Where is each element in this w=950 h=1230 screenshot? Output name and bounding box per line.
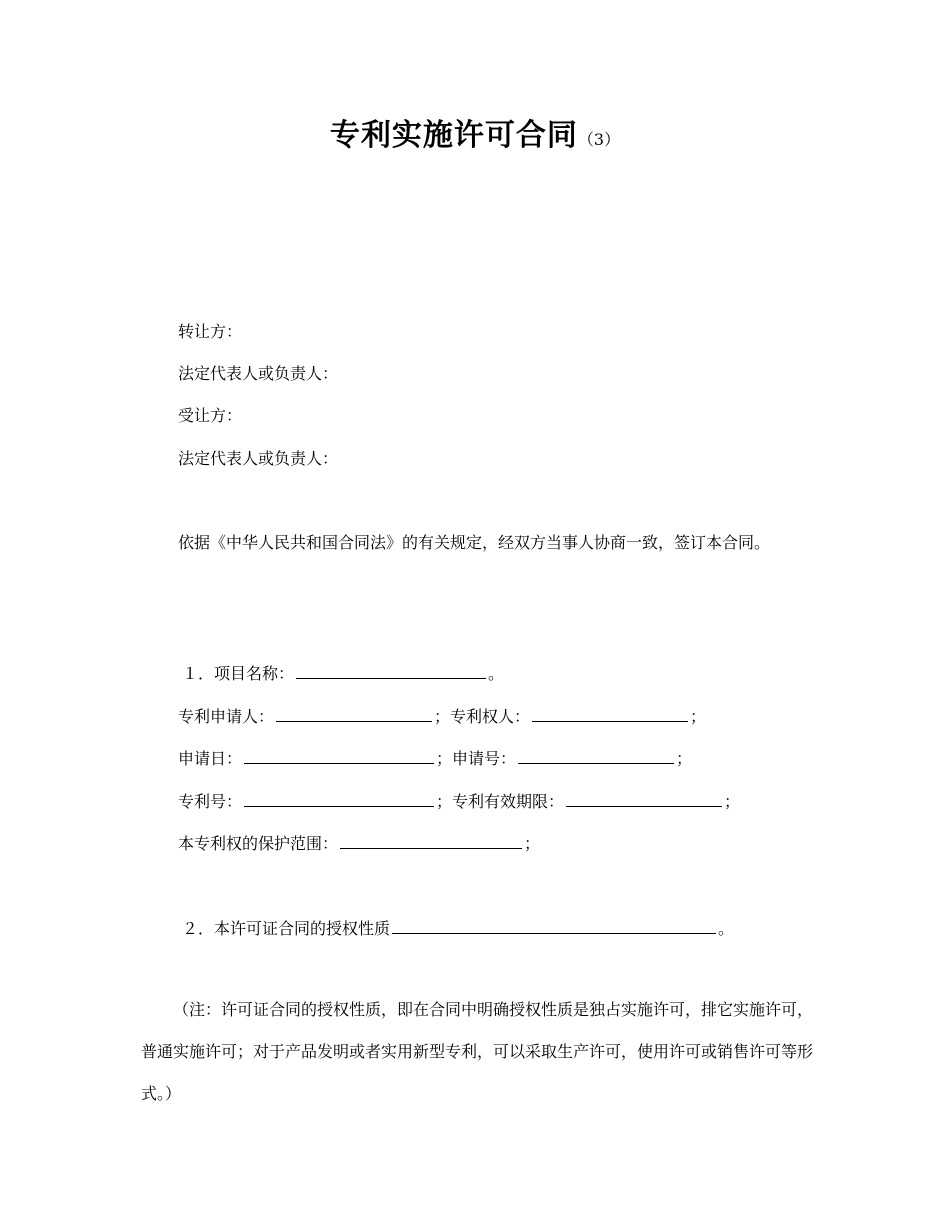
page-title [0, 112, 950, 164]
validity-label: ；专利有效期限： [436, 792, 565, 811]
applicant-label: 专利申请人： [178, 707, 275, 726]
note-paragraph: （注：许可证合同的授权性质，即在合同中明确授权性质是独占实施许可，排它实施许可，普通实施许可；对于产品发明或者实用新型专利，可以采取生产许可，使用许可或销售许可等形式。） [141, 1000, 814, 1103]
scope-line [178, 830, 540, 856]
applicant-line [178, 703, 706, 729]
patent-no-line [178, 788, 740, 814]
preamble-paragraph: 依据《中华人民共和国合同法》的有关规定，经双方当事人协商一致，签订本合同。 [178, 533, 771, 552]
project-name-line [182, 660, 504, 686]
filing-date-blank[interactable] [244, 745, 434, 764]
project-name-label: １．项目名称： [182, 664, 295, 683]
patent-no-line-end: ； [724, 792, 741, 811]
licensor-line: 转让方： [178, 322, 243, 341]
project-name-end: 。 [488, 664, 505, 683]
application-no-blank[interactable] [518, 745, 674, 764]
project-name-blank[interactable] [296, 660, 486, 679]
title-main: 专利实施许可合同 [329, 118, 578, 153]
validity-blank[interactable] [566, 788, 722, 807]
filing-line-end: ； [676, 749, 693, 768]
licensee-rep-line: 法定代表人或负责人： [178, 449, 339, 468]
scope-line-end: ； [524, 834, 541, 853]
applicant-line-end: ； [690, 707, 707, 726]
patentee-label: ；专利权人： [434, 707, 531, 726]
applicant-blank[interactable] [276, 703, 432, 722]
patent-no-blank[interactable] [244, 788, 434, 807]
licensor-rep-line: 法定代表人或负责人： [178, 364, 339, 383]
filing-date-label: 申请日： [178, 749, 243, 768]
patent-no-label: 专利号： [178, 792, 243, 811]
title-suffix: （3） [577, 130, 621, 149]
licensee-line: 受让方： [178, 406, 243, 425]
filing-line [178, 745, 692, 771]
scope-label: 本专利权的保护范围： [178, 834, 339, 853]
clause2-label: ２．本许可证合同的授权性质 [182, 919, 391, 938]
clause2-end: 。 [718, 919, 735, 938]
clause2-blank[interactable] [392, 915, 716, 934]
scope-blank[interactable] [340, 830, 522, 849]
application-no-label: ；申请号： [436, 749, 517, 768]
clause2-line [182, 915, 734, 941]
patentee-blank[interactable] [532, 703, 688, 722]
